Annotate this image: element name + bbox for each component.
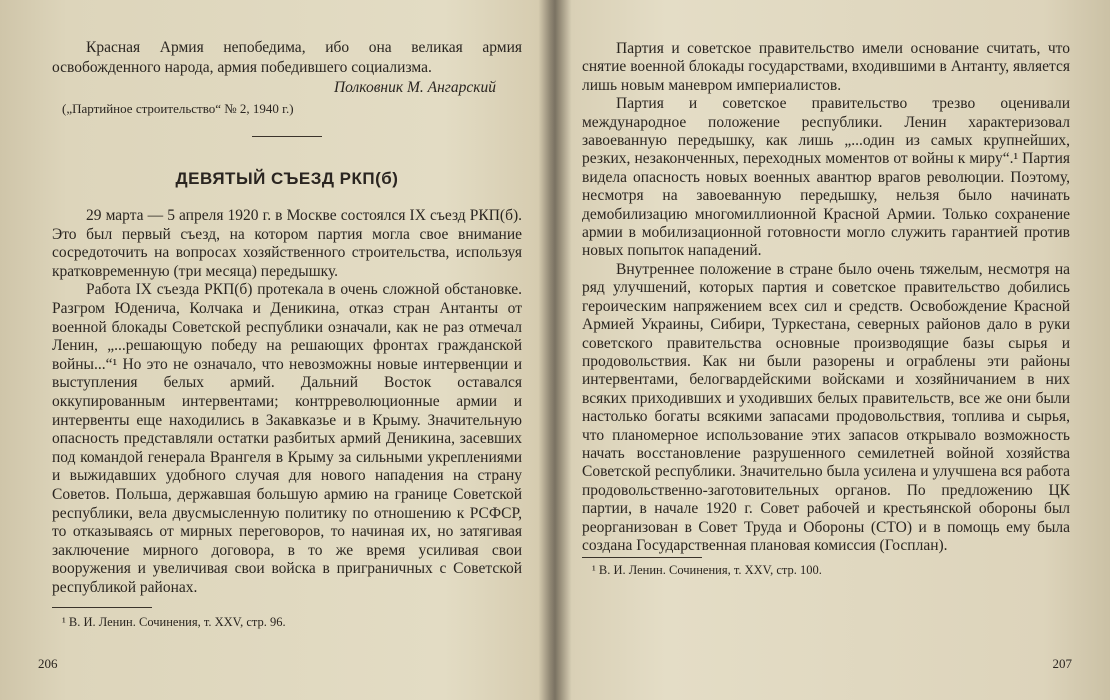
paragraph: Партия и советское правительство имели основание считать, что снятие военной блокады государствами, входившими в Антанту, является лишь новым маневром империалистов. — [582, 40, 1070, 94]
epigraph-author: Полковник М. Ангарский — [333, 79, 496, 96]
epigraph-source: („Партийное строительство“ № 2, 1940 г.) — [62, 101, 294, 116]
epigraph: Красная Армия непобедима, ибо она великая армия освобожденного народа, армия победившего социализма. — [52, 39, 522, 76]
left-page — [0, 0, 548, 700]
right-page — [562, 0, 1110, 700]
right-body-text — [582, 40, 1070, 555]
footnote: ¹ В. И. Ленин. Сочинения, т. XXV, стр. 100. — [592, 563, 822, 578]
paragraph: 29 марта — 5 апреля 1920 г. в Москве состоялся IX съезд РКП(б). Это был первый съезд, на котором партия могла свое внимание сосредоточить на вопросах хозяйственного строительства, используя кратковременную (три месяца) передышку. — [52, 207, 522, 280]
page-number: 206 — [38, 656, 58, 671]
footnote-divider — [582, 557, 702, 558]
chapter-title: ДЕВЯТЫЙ СЪЕЗД РКП(б) — [175, 169, 399, 188]
footnote-divider — [52, 607, 152, 608]
paragraph: Внутреннее положение в стране было очень тяжелым, несмотря на ряд улучшений, которых партия и советское правительство добились героическим напряжением всех сил и средств. Освобождение Красной Армией Украины, Сибири, Туркестана, северных районов дало в руки советского правительства основные производящие базы сырья и продовольствия. Как ни были разорены и ограблены эти районы интервентами, белогвардейскими войсками и хозяйничанием в них всяких приходивших и уходивших белых правительств, все же они были настолько богаты всякими запасами продовольствия, топлива и сырья, что планомерное использование этих запасов открывало возможность начать восстановление разрушенного семилетней войной хозяйства Советской республики. Значительно была усилена и улучшена вся работа продовольственно-заготовительных органов. По предложению ЦК партии, в начале 1920 г. Совет рабочей и крестьянской обороны был реорганизован в Совет Труда и Обороны (СТО) и в помощь ему была создана Государственная плановая комиссия (Госплан). — [582, 260, 1070, 554]
footnote: ¹ В. И. Ленин. Сочинения, т. XXV, стр. 96. — [62, 615, 286, 630]
page-number: 207 — [1052, 656, 1072, 671]
paragraph: Партия и советское правительство трезво оценивали международное положение республики. Ленин характеризовал завоеванную передышку, как лишь „...один из самых крупнейших, резких, незаконченных, переходных моментов от войны к миру“.¹ Партия видела опасность новых военных авантюр врагов революции. Поэтому, несмотря на завоеванную передышку, нельзя было начинать демобилизацию многомиллионной Красной Армии. Только сохранение армии в мобилизационной готовности могло служить гарантией против новых попыток нападений. — [582, 95, 1070, 260]
paragraph: Работа IX съезда РКП(б) протекала в очень сложной обстановке. Разгром Юденича, Колчака и Деникина, отказ стран Антанты от военной блокады Советской республики означали, как не раз отмечал Ленин, „...решающую победу на решающих фронтах гражданской войны...“¹ Но это не означало, что невозможны новые интервенции и выступления белых армий. Дальний Восток оставался оккупированным интервентами; контрреволюционные армии и интервенты еще находились в Закавказье и в Крыму. Значительную опасность представляли остатки разбитых армий Деникина, засевших под командой генерала Врангеля в Крыму за сильными укреплениями и выжидавших удобного случая для нового нападения на страну Советов. Польша, державшая большую армию на границе Советской республики, вела двусмысленную политику по отношению к РСФСР, то отказываясь от мирных переговоров, то начиная их, но затягивая заключение мирного договора, в то же время усиливая свои вооружения и увеличивая свои войска в приграничных с Советской республикой районах. — [52, 281, 522, 596]
divider — [252, 136, 322, 137]
left-body-text — [52, 207, 522, 597]
